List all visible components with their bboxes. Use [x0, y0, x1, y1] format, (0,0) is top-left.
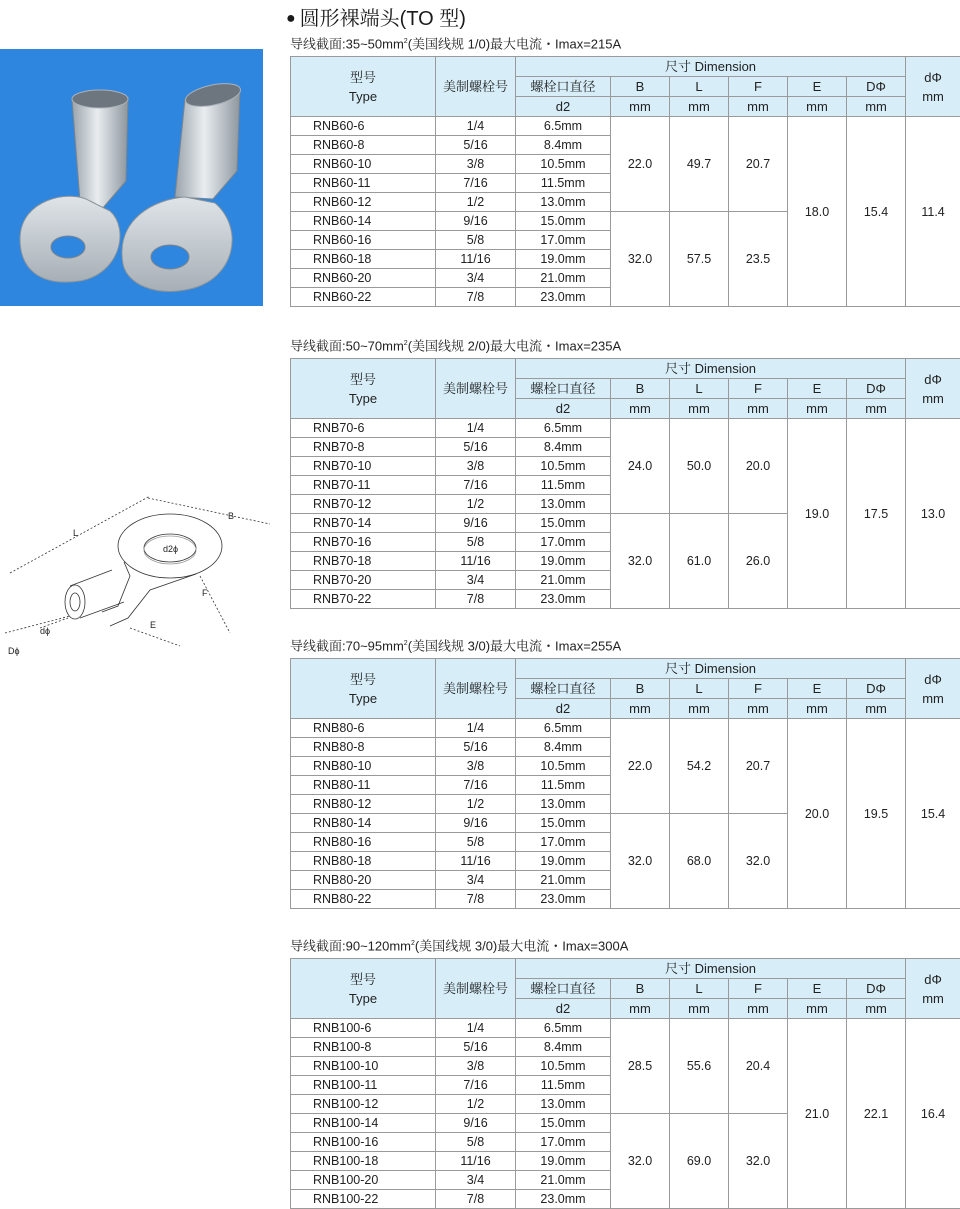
- cell-bolt: 3/8: [436, 1057, 516, 1076]
- cell-type: RNB100-6: [291, 1019, 436, 1038]
- cell-hole: 15.0mm: [516, 814, 611, 833]
- cell-hole: 15.0mm: [516, 212, 611, 231]
- header-unit: mm: [788, 399, 847, 419]
- header-dphi-label: dΦ: [906, 370, 960, 389]
- header-DPhi: DΦ: [847, 379, 906, 399]
- cell-B: 32.0: [611, 514, 670, 609]
- cell-hole: 19.0mm: [516, 250, 611, 269]
- cell-L: 57.5: [670, 212, 729, 307]
- bullet: ●: [286, 10, 296, 27]
- cell-hole: 21.0mm: [516, 571, 611, 590]
- cell-bolt: 9/16: [436, 1114, 516, 1133]
- cell-dPhi: 11.4: [906, 117, 960, 307]
- cell-bolt: 11/16: [436, 250, 516, 269]
- cell-type: RNB100-20: [291, 1171, 436, 1190]
- header-d2: d2: [516, 97, 611, 117]
- cell-hole: 6.5mm: [516, 419, 611, 438]
- header-unit: mm: [611, 999, 670, 1019]
- header-unit: mm: [847, 97, 906, 117]
- cell-hole: 6.5mm: [516, 1019, 611, 1038]
- spec-section: [290, 33, 960, 307]
- cell-type: RNB60-10: [291, 155, 436, 174]
- dim-label-Dphi: Dϕ: [8, 646, 20, 656]
- cell-type: RNB100-12: [291, 1095, 436, 1114]
- header-L: L: [670, 77, 729, 97]
- cell-type: RNB60-20: [291, 269, 436, 288]
- cell-type: RNB70-8: [291, 438, 436, 457]
- cell-bolt: 3/8: [436, 757, 516, 776]
- header-unit: mm: [670, 999, 729, 1019]
- cell-hole: 13.0mm: [516, 495, 611, 514]
- cell-bolt: 5/8: [436, 833, 516, 852]
- cell-hole: 6.5mm: [516, 719, 611, 738]
- header-unit: mm: [788, 699, 847, 719]
- header-dphi: [906, 359, 960, 419]
- header-dphi-unit: mm: [906, 87, 960, 106]
- cell-bolt: 3/8: [436, 457, 516, 476]
- cell-hole: 10.5mm: [516, 757, 611, 776]
- header-E: E: [788, 379, 847, 399]
- cell-L: 69.0: [670, 1114, 729, 1209]
- header-unit: mm: [670, 399, 729, 419]
- cell-type: RNB60-12: [291, 193, 436, 212]
- cell-type: RNB70-12: [291, 495, 436, 514]
- cell-hole: 19.0mm: [516, 552, 611, 571]
- product-photo: [0, 49, 263, 306]
- header-unit: mm: [611, 399, 670, 419]
- header-L: L: [670, 679, 729, 699]
- header-type: [291, 959, 436, 1019]
- cell-type: RNB100-8: [291, 1038, 436, 1057]
- caption-sup: 2: [404, 640, 408, 647]
- header-unit: mm: [729, 399, 788, 419]
- cell-hole: 19.0mm: [516, 1152, 611, 1171]
- header-type: [291, 57, 436, 117]
- cell-bolt: 9/16: [436, 514, 516, 533]
- header-bolt: 美制螺栓号: [436, 359, 516, 419]
- header-B: B: [611, 679, 670, 699]
- cell-type: RNB70-22: [291, 590, 436, 609]
- caption-pre: 导线截面:50~70mm: [290, 338, 404, 353]
- cell-type: RNB80-6: [291, 719, 436, 738]
- cell-F: 23.5: [729, 212, 788, 307]
- header-B: B: [611, 77, 670, 97]
- cell-hole: 21.0mm: [516, 871, 611, 890]
- cell-B: 32.0: [611, 1114, 670, 1209]
- header-unit: mm: [847, 399, 906, 419]
- header-unit: mm: [847, 699, 906, 719]
- spec-section: [290, 935, 960, 1209]
- cell-bolt: 9/16: [436, 814, 516, 833]
- header-B: B: [611, 379, 670, 399]
- cell-L: 54.2: [670, 719, 729, 814]
- cell-type: RNB100-14: [291, 1114, 436, 1133]
- cell-bolt: 9/16: [436, 212, 516, 231]
- cell-type: RNB80-20: [291, 871, 436, 890]
- header-dimension: 尺寸 Dimension: [516, 659, 906, 679]
- page-title: [286, 2, 466, 31]
- header-type-cn: 型号: [291, 68, 435, 87]
- cell-bolt: 1/4: [436, 1019, 516, 1038]
- cell-F: 20.7: [729, 117, 788, 212]
- cell-B: 28.5: [611, 1019, 670, 1114]
- spec-table: [290, 658, 960, 909]
- header-B: B: [611, 979, 670, 999]
- cell-hole: 17.0mm: [516, 533, 611, 552]
- header-type-cn: 型号: [291, 670, 435, 689]
- header-F: F: [729, 979, 788, 999]
- cell-hole: 11.5mm: [516, 1076, 611, 1095]
- section-caption: [290, 335, 960, 353]
- cell-hole: 23.0mm: [516, 288, 611, 307]
- cell-bolt: 1/4: [436, 117, 516, 136]
- cell-hole: 13.0mm: [516, 795, 611, 814]
- cell-bolt: 5/16: [436, 136, 516, 155]
- header-E: E: [788, 77, 847, 97]
- dim-label-d2: d2ϕ: [163, 544, 178, 554]
- header-DPhi: DΦ: [847, 679, 906, 699]
- header-hole: 螺栓口直径: [516, 379, 611, 399]
- spec-section: [290, 335, 960, 609]
- caption-post: (美国线规 3/0)最大电流・Imax=300A: [415, 938, 628, 953]
- cell-hole: 23.0mm: [516, 590, 611, 609]
- header-type: [291, 659, 436, 719]
- cell-dPhi: 16.4: [906, 1019, 960, 1209]
- header-dphi: [906, 959, 960, 1019]
- header-hole: 螺栓口直径: [516, 679, 611, 699]
- cell-hole: 15.0mm: [516, 514, 611, 533]
- caption-pre: 导线截面:70~95mm: [290, 638, 404, 653]
- table-row: [291, 719, 960, 738]
- cell-bolt: 1/4: [436, 719, 516, 738]
- header-type-en: Type: [291, 689, 435, 708]
- header-E: E: [788, 679, 847, 699]
- cell-hole: 17.0mm: [516, 833, 611, 852]
- cell-bolt: 11/16: [436, 852, 516, 871]
- cell-type: RNB60-11: [291, 174, 436, 193]
- table-row: [291, 1019, 960, 1038]
- header-unit: mm: [788, 999, 847, 1019]
- cell-type: RNB100-11: [291, 1076, 436, 1095]
- spec-section: [290, 635, 960, 909]
- header-type-en: Type: [291, 389, 435, 408]
- cell-bolt: 7/8: [436, 1190, 516, 1209]
- cell-bolt: 7/16: [436, 476, 516, 495]
- header-type-cn: 型号: [291, 970, 435, 989]
- page-title-text: 圆形裸端头(TO 型): [300, 8, 466, 30]
- header-dimension: 尺寸 Dimension: [516, 359, 906, 379]
- cell-bolt: 7/16: [436, 1076, 516, 1095]
- header-L: L: [670, 979, 729, 999]
- spec-table: [290, 358, 960, 609]
- cell-E: 18.0: [788, 117, 847, 307]
- caption-pre: 导线截面:90~120mm: [290, 938, 411, 953]
- cell-type: RNB60-16: [291, 231, 436, 250]
- cell-type: RNB80-22: [291, 890, 436, 909]
- header-F: F: [729, 379, 788, 399]
- cell-B: 32.0: [611, 814, 670, 909]
- header-F: F: [729, 679, 788, 699]
- cell-F: 26.0: [729, 514, 788, 609]
- cell-hole: 6.5mm: [516, 117, 611, 136]
- cell-bolt: 1/2: [436, 193, 516, 212]
- header-dphi-unit: mm: [906, 989, 960, 1008]
- cell-F: 32.0: [729, 814, 788, 909]
- header-bolt: 美制螺栓号: [436, 959, 516, 1019]
- cell-B: 22.0: [611, 117, 670, 212]
- cell-type: RNB100-10: [291, 1057, 436, 1076]
- header-d2: d2: [516, 699, 611, 719]
- cell-B: 24.0: [611, 419, 670, 514]
- cell-hole: 8.4mm: [516, 738, 611, 757]
- dim-label-F: F: [202, 588, 208, 598]
- cell-B: 32.0: [611, 212, 670, 307]
- cell-hole: 13.0mm: [516, 1095, 611, 1114]
- cell-type: RNB60-18: [291, 250, 436, 269]
- header-unit: mm: [611, 699, 670, 719]
- spec-table: [290, 56, 960, 307]
- dim-label-L: L: [73, 528, 78, 538]
- ring-terminal-photo: [0, 49, 263, 306]
- cell-bolt: 3/4: [436, 1171, 516, 1190]
- header-bolt: 美制螺栓号: [436, 57, 516, 117]
- cell-F: 20.0: [729, 419, 788, 514]
- cell-bolt: 7/16: [436, 174, 516, 193]
- cell-hole: 21.0mm: [516, 269, 611, 288]
- caption-sup: 2: [404, 38, 408, 45]
- cell-type: RNB80-12: [291, 795, 436, 814]
- header-DPhi: DΦ: [847, 77, 906, 97]
- cell-hole: 21.0mm: [516, 1171, 611, 1190]
- table-row: [291, 419, 960, 438]
- cell-bolt: 3/4: [436, 871, 516, 890]
- header-L: L: [670, 379, 729, 399]
- cell-hole: 11.5mm: [516, 476, 611, 495]
- cell-E: 20.0: [788, 719, 847, 909]
- cell-DPhi: 22.1: [847, 1019, 906, 1209]
- cell-bolt: 7/8: [436, 590, 516, 609]
- cell-hole: 10.5mm: [516, 457, 611, 476]
- header-dphi-label: dΦ: [906, 670, 960, 689]
- cell-hole: 17.0mm: [516, 1133, 611, 1152]
- cell-type: RNB70-6: [291, 419, 436, 438]
- cell-hole: 8.4mm: [516, 136, 611, 155]
- header-unit: mm: [729, 999, 788, 1019]
- dim-label-B: B: [228, 511, 234, 521]
- cell-type: RNB60-14: [291, 212, 436, 231]
- header-unit: mm: [670, 97, 729, 117]
- cell-DPhi: 19.5: [847, 719, 906, 909]
- cell-DPhi: 17.5: [847, 419, 906, 609]
- cell-bolt: 1/2: [436, 795, 516, 814]
- header-hole: 螺栓口直径: [516, 979, 611, 999]
- cell-type: RNB70-16: [291, 533, 436, 552]
- cell-L: 55.6: [670, 1019, 729, 1114]
- header-unit: mm: [729, 699, 788, 719]
- caption-post: (美国线规 1/0)最大电流・Imax=215A: [408, 36, 621, 51]
- cell-type: RNB100-18: [291, 1152, 436, 1171]
- cell-bolt: 7/8: [436, 288, 516, 307]
- cell-hole: 10.5mm: [516, 1057, 611, 1076]
- cell-type: RNB80-16: [291, 833, 436, 852]
- cell-F: 32.0: [729, 1114, 788, 1209]
- cell-bolt: 7/8: [436, 890, 516, 909]
- cell-type: RNB60-8: [291, 136, 436, 155]
- cell-hole: 17.0mm: [516, 231, 611, 250]
- header-d2: d2: [516, 999, 611, 1019]
- cell-L: 49.7: [670, 117, 729, 212]
- caption-pre: 导线截面:35~50mm: [290, 36, 404, 51]
- cell-type: RNB70-14: [291, 514, 436, 533]
- cell-hole: 23.0mm: [516, 1190, 611, 1209]
- cell-bolt: 3/4: [436, 571, 516, 590]
- cell-type: RNB80-14: [291, 814, 436, 833]
- cell-bolt: 1/2: [436, 495, 516, 514]
- cell-E: 21.0: [788, 1019, 847, 1209]
- header-dimension: 尺寸 Dimension: [516, 959, 906, 979]
- header-unit: mm: [847, 999, 906, 1019]
- cell-type: RNB100-22: [291, 1190, 436, 1209]
- cell-L: 61.0: [670, 514, 729, 609]
- header-unit: mm: [670, 699, 729, 719]
- header-dphi: [906, 57, 960, 117]
- header-type-en: Type: [291, 87, 435, 106]
- caption-sup: 2: [404, 340, 408, 347]
- cell-F: 20.4: [729, 1019, 788, 1114]
- cell-hole: 15.0mm: [516, 1114, 611, 1133]
- header-d2: d2: [516, 399, 611, 419]
- header-DPhi: DΦ: [847, 979, 906, 999]
- section-caption: [290, 635, 960, 653]
- header-unit: mm: [611, 97, 670, 117]
- cell-type: RNB80-18: [291, 852, 436, 871]
- cell-bolt: 7/16: [436, 776, 516, 795]
- cell-type: RNB100-16: [291, 1133, 436, 1152]
- cell-type: RNB80-10: [291, 757, 436, 776]
- cell-bolt: 11/16: [436, 552, 516, 571]
- caption-sup: 2: [411, 940, 415, 947]
- header-dphi-label: dΦ: [906, 970, 960, 989]
- cell-bolt: 1/2: [436, 1095, 516, 1114]
- header-dimension: 尺寸 Dimension: [516, 57, 906, 77]
- cell-bolt: 1/4: [436, 419, 516, 438]
- cell-hole: 8.4mm: [516, 438, 611, 457]
- header-bolt: 美制螺栓号: [436, 659, 516, 719]
- cell-bolt: 5/16: [436, 438, 516, 457]
- section-caption: [290, 33, 960, 51]
- cell-L: 68.0: [670, 814, 729, 909]
- cell-bolt: 11/16: [436, 1152, 516, 1171]
- cell-bolt: 5/8: [436, 1133, 516, 1152]
- ring-terminal-drawing: [0, 478, 272, 668]
- cell-type: RNB60-6: [291, 117, 436, 136]
- cell-type: RNB80-8: [291, 738, 436, 757]
- cell-type: RNB70-11: [291, 476, 436, 495]
- spec-table: [290, 958, 960, 1209]
- dimension-diagram: [0, 478, 272, 668]
- dim-label-E: E: [150, 620, 156, 630]
- header-dphi-unit: mm: [906, 689, 960, 708]
- cell-L: 50.0: [670, 419, 729, 514]
- header-type-en: Type: [291, 989, 435, 1008]
- header-F: F: [729, 77, 788, 97]
- cell-hole: 8.4mm: [516, 1038, 611, 1057]
- cell-type: RNB70-18: [291, 552, 436, 571]
- cell-bolt: 3/8: [436, 155, 516, 174]
- header-unit: mm: [788, 97, 847, 117]
- dim-label-dphi: dϕ: [40, 626, 50, 636]
- cell-F: 20.7: [729, 719, 788, 814]
- cell-hole: 10.5mm: [516, 155, 611, 174]
- cell-E: 19.0: [788, 419, 847, 609]
- header-E: E: [788, 979, 847, 999]
- cell-type: RNB60-22: [291, 288, 436, 307]
- header-dphi-unit: mm: [906, 389, 960, 408]
- cell-bolt: 5/8: [436, 231, 516, 250]
- cell-DPhi: 15.4: [847, 117, 906, 307]
- caption-post: (美国线规 2/0)最大电流・Imax=235A: [408, 338, 621, 353]
- cell-hole: 11.5mm: [516, 174, 611, 193]
- header-type: [291, 359, 436, 419]
- cell-B: 22.0: [611, 719, 670, 814]
- caption-post: (美国线规 3/0)最大电流・Imax=255A: [408, 638, 621, 653]
- header-hole: 螺栓口直径: [516, 77, 611, 97]
- header-unit: mm: [729, 97, 788, 117]
- cell-type: RNB70-10: [291, 457, 436, 476]
- cell-dPhi: 13.0: [906, 419, 960, 609]
- table-row: [291, 117, 960, 136]
- header-dphi: [906, 659, 960, 719]
- cell-bolt: 5/8: [436, 533, 516, 552]
- cell-bolt: 5/16: [436, 738, 516, 757]
- cell-hole: 11.5mm: [516, 776, 611, 795]
- section-caption: [290, 935, 960, 953]
- cell-bolt: 3/4: [436, 269, 516, 288]
- cell-hole: 23.0mm: [516, 890, 611, 909]
- cell-type: RNB80-11: [291, 776, 436, 795]
- cell-type: RNB70-20: [291, 571, 436, 590]
- header-dphi-label: dΦ: [906, 68, 960, 87]
- header-type-cn: 型号: [291, 370, 435, 389]
- cell-hole: 19.0mm: [516, 852, 611, 871]
- cell-bolt: 5/16: [436, 1038, 516, 1057]
- cell-dPhi: 15.4: [906, 719, 960, 909]
- cell-hole: 13.0mm: [516, 193, 611, 212]
